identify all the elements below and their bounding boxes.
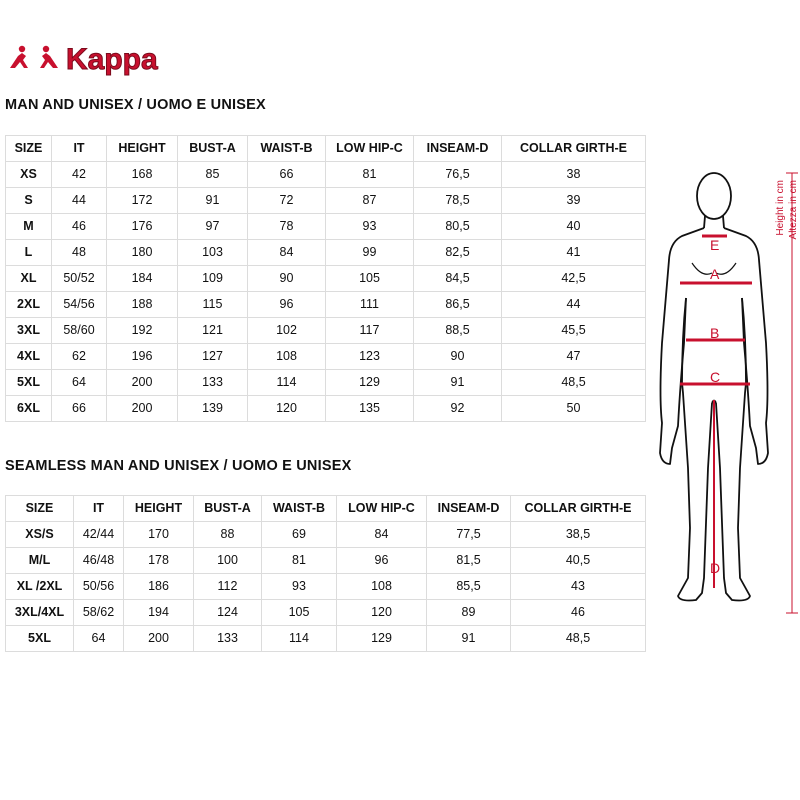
column-header: INSEAM-D — [414, 136, 502, 162]
table-cell: 178 — [124, 548, 194, 574]
table-cell: 184 — [107, 266, 178, 292]
marker-d: D — [710, 560, 721, 576]
table-cell: 47 — [502, 344, 646, 370]
table-cell: 86,5 — [414, 292, 502, 318]
table-cell: 91 — [178, 188, 248, 214]
marker-a: A — [710, 266, 720, 282]
table-header-row — [6, 136, 646, 162]
table-cell: 170 — [124, 522, 194, 548]
table-cell: 42 — [52, 162, 107, 188]
table-cell: 127 — [178, 344, 248, 370]
table-cell: 124 — [194, 600, 262, 626]
column-header: COLLAR GIRTH-E — [511, 496, 646, 522]
table-cell: 43 — [511, 574, 646, 600]
size-cell: 5XL — [6, 370, 52, 396]
column-header: BUST-A — [178, 136, 248, 162]
table-row — [6, 162, 646, 188]
table-cell: 100 — [194, 548, 262, 574]
table-cell: 46 — [511, 600, 646, 626]
table-cell: 48 — [52, 240, 107, 266]
table-cell: 168 — [107, 162, 178, 188]
table-cell: 84,5 — [414, 266, 502, 292]
table-cell: 123 — [326, 344, 414, 370]
table-cell: 46 — [52, 214, 107, 240]
table-cell: 54/56 — [52, 292, 107, 318]
column-header: LOW HIP-C — [326, 136, 414, 162]
table-row — [6, 344, 646, 370]
size-cell: S — [6, 188, 52, 214]
size-cell: XS — [6, 162, 52, 188]
column-header: LOW HIP-C — [337, 496, 427, 522]
table-cell: 90 — [414, 344, 502, 370]
table-cell: 99 — [326, 240, 414, 266]
table-cell: 91 — [427, 626, 511, 652]
column-header: HEIGHT — [107, 136, 178, 162]
table-cell: 88 — [194, 522, 262, 548]
size-cell: 4XL — [6, 344, 52, 370]
marker-c: C — [710, 369, 721, 385]
table-cell: 91 — [414, 370, 502, 396]
table-cell: 66 — [248, 162, 326, 188]
table-cell: 44 — [52, 188, 107, 214]
table-cell: 97 — [178, 214, 248, 240]
table-cell: 102 — [248, 318, 326, 344]
table-cell: 45,5 — [502, 318, 646, 344]
table-cell: 66 — [52, 396, 107, 422]
column-header: WAIST-B — [248, 136, 326, 162]
table-row — [6, 188, 646, 214]
altezza-in-cm-label: Altezza in cm — [788, 180, 799, 240]
table-cell: 109 — [178, 266, 248, 292]
table-cell: 112 — [194, 574, 262, 600]
table-cell: 62 — [52, 344, 107, 370]
table-cell: 42/44 — [74, 522, 124, 548]
size-cell: 3XL/4XL — [6, 600, 74, 626]
table-cell: 90 — [248, 266, 326, 292]
table-cell: 114 — [262, 626, 337, 652]
marker-e: E — [710, 237, 720, 253]
table-cell: 44 — [502, 292, 646, 318]
omini-logo-icon — [10, 46, 58, 68]
table-cell: 96 — [248, 292, 326, 318]
column-header: BUST-A — [194, 496, 262, 522]
table-row — [6, 522, 646, 548]
table-cell: 108 — [337, 574, 427, 600]
table-cell: 40,5 — [511, 548, 646, 574]
column-header: HEIGHT — [124, 496, 194, 522]
table-row — [6, 292, 646, 318]
table-row — [6, 266, 646, 292]
table-cell: 40 — [502, 214, 646, 240]
table-cell: 76,5 — [414, 162, 502, 188]
marker-b: B — [710, 325, 720, 341]
table-cell: 48,5 — [511, 626, 646, 652]
table-cell: 133 — [194, 626, 262, 652]
table-cell: 38,5 — [511, 522, 646, 548]
size-cell: 6XL — [6, 396, 52, 422]
table-cell: 93 — [326, 214, 414, 240]
table-cell: 58/62 — [74, 600, 124, 626]
size-cell: 2XL — [6, 292, 52, 318]
table-cell: 135 — [326, 396, 414, 422]
table-cell: 105 — [262, 600, 337, 626]
table-cell: 39 — [502, 188, 646, 214]
table-cell: 129 — [326, 370, 414, 396]
table-cell: 58/60 — [52, 318, 107, 344]
table-cell: 80,5 — [414, 214, 502, 240]
table-row — [6, 626, 646, 652]
column-header: COLLAR GIRTH-E — [502, 136, 646, 162]
table-cell: 115 — [178, 292, 248, 318]
size-table-seamless-man-unisex — [5, 495, 646, 652]
table-cell: 105 — [326, 266, 414, 292]
table-cell: 200 — [107, 396, 178, 422]
table-cell: 72 — [248, 188, 326, 214]
size-cell: M/L — [6, 548, 74, 574]
table-cell: 81,5 — [427, 548, 511, 574]
table-cell: 48,5 — [502, 370, 646, 396]
table-cell: 69 — [262, 522, 337, 548]
table-cell: 81 — [262, 548, 337, 574]
table-cell: 129 — [337, 626, 427, 652]
table-cell: 84 — [248, 240, 326, 266]
table-cell: 192 — [107, 318, 178, 344]
table2-title: SEAMLESS MAN AND UNISEX / UOMO E UNISEX — [5, 458, 352, 474]
table-cell: 41 — [502, 240, 646, 266]
table-cell: 186 — [124, 574, 194, 600]
table-cell: 85 — [178, 162, 248, 188]
table-row — [6, 240, 646, 266]
table-cell: 176 — [107, 214, 178, 240]
table-cell: 194 — [124, 600, 194, 626]
table-cell: 64 — [74, 626, 124, 652]
column-header: IT — [52, 136, 107, 162]
table-cell: 117 — [326, 318, 414, 344]
table-cell: 114 — [248, 370, 326, 396]
table-cell: 50/56 — [74, 574, 124, 600]
table-cell: 200 — [107, 370, 178, 396]
table-cell: 85,5 — [427, 574, 511, 600]
table-row — [6, 548, 646, 574]
table1-title: MAN AND UNISEX / UOMO E UNISEX — [5, 97, 266, 113]
column-header: SIZE — [6, 496, 74, 522]
table-cell: 46/48 — [74, 548, 124, 574]
table-cell: 96 — [337, 548, 427, 574]
size-cell: L — [6, 240, 52, 266]
table-header-row — [6, 496, 646, 522]
table-cell: 77,5 — [427, 522, 511, 548]
table-cell: 88,5 — [414, 318, 502, 344]
table-cell: 139 — [178, 396, 248, 422]
table-cell: 87 — [326, 188, 414, 214]
column-header: SIZE — [6, 136, 52, 162]
table-cell: 64 — [52, 370, 107, 396]
table-cell: 121 — [178, 318, 248, 344]
table-row — [6, 214, 646, 240]
table-cell: 50 — [502, 396, 646, 422]
table-cell: 81 — [326, 162, 414, 188]
table-cell: 84 — [337, 522, 427, 548]
column-header: IT — [74, 496, 124, 522]
table-cell: 172 — [107, 188, 178, 214]
brand-wordmark: Kappa — [66, 43, 158, 76]
size-cell: XL — [6, 266, 52, 292]
table-cell: 196 — [107, 344, 178, 370]
table-cell: 103 — [178, 240, 248, 266]
table-cell: 78,5 — [414, 188, 502, 214]
table-cell: 78 — [248, 214, 326, 240]
table-cell: 108 — [248, 344, 326, 370]
table-cell: 111 — [326, 292, 414, 318]
table-cell: 120 — [337, 600, 427, 626]
height-in-cm-label: Height in cm — [775, 180, 786, 236]
table-cell: 50/52 — [52, 266, 107, 292]
size-cell: XS/S — [6, 522, 74, 548]
kappa-logo — [8, 40, 208, 76]
column-header: INSEAM-D — [427, 496, 511, 522]
table-cell: 38 — [502, 162, 646, 188]
table-row — [6, 396, 646, 422]
size-cell: 5XL — [6, 626, 74, 652]
table-cell: 188 — [107, 292, 178, 318]
table-cell: 120 — [248, 396, 326, 422]
column-header: WAIST-B — [262, 496, 337, 522]
size-cell: M — [6, 214, 52, 240]
table-cell: 82,5 — [414, 240, 502, 266]
table-cell: 200 — [124, 626, 194, 652]
table-row — [6, 600, 646, 626]
size-cell: 3XL — [6, 318, 52, 344]
table-cell: 180 — [107, 240, 178, 266]
table-row — [6, 370, 646, 396]
table-cell: 42,5 — [502, 266, 646, 292]
table-cell: 92 — [414, 396, 502, 422]
table-cell: 89 — [427, 600, 511, 626]
size-cell: XL /2XL — [6, 574, 74, 600]
table-row — [6, 574, 646, 600]
size-table-man-unisex — [5, 135, 646, 422]
table-cell: 93 — [262, 574, 337, 600]
table-cell: 133 — [178, 370, 248, 396]
table-row — [6, 318, 646, 344]
